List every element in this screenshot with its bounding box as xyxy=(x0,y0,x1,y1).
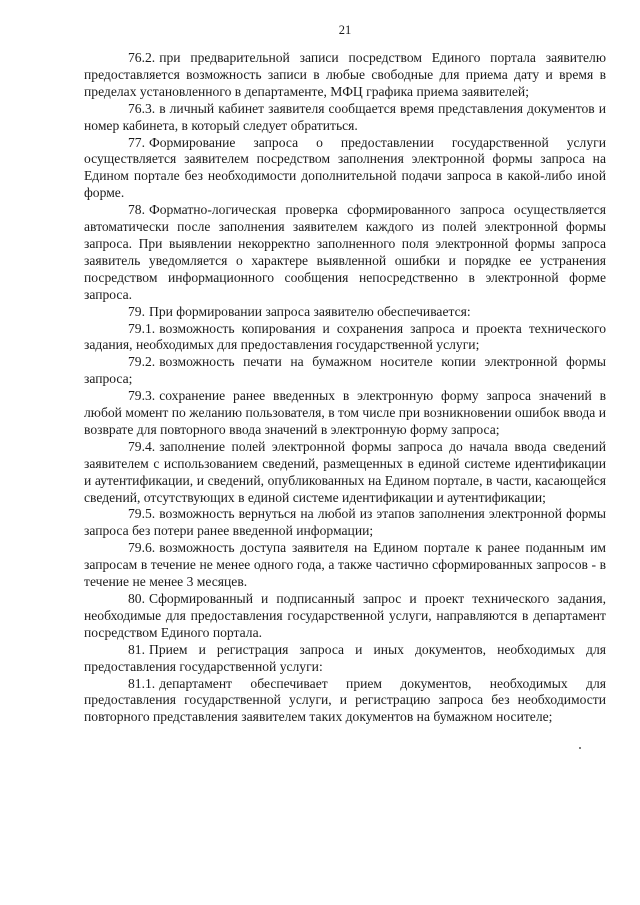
paragraph-77 xyxy=(84,135,606,203)
paragraph-number: 79.4. xyxy=(128,438,156,454)
document-page xyxy=(84,22,606,726)
paragraph-79-2 xyxy=(84,354,606,388)
paragraph-81 xyxy=(84,642,606,676)
scan-speck xyxy=(579,747,581,749)
paragraph-text: Сформированный и подписанный запрос и проект технического задания, необходимые для предоставления государственной услуги, направляются в департамент посредством Единого портала. xyxy=(84,591,606,640)
paragraph-number: 79.2. xyxy=(128,354,156,370)
paragraph-number: 77. xyxy=(128,134,145,150)
paragraph-79-3 xyxy=(84,388,606,439)
paragraph-79-1 xyxy=(84,321,606,355)
paragraph-number: 79.6. xyxy=(128,540,156,556)
paragraph-number: 79. xyxy=(128,303,145,319)
paragraph-text: возможность вернуться на любой из этапов заполнения электронной формы запроса без потери ранее введенной информации; xyxy=(84,506,606,539)
paragraph-78 xyxy=(84,202,606,303)
paragraph-text: возможность доступа заявителя на Едином портале к ранее поданным им запросам в течение не менее одного года, а также частично сформированных запросов - в течение не менее 3 месяцев. xyxy=(84,540,606,590)
paragraph-number: 78. xyxy=(128,202,145,218)
paragraph-text: Прием и регистрация запроса и иных документов, необходимых для предоставления государственной услуги: xyxy=(84,641,606,674)
paragraph-76-3 xyxy=(84,101,606,135)
paragraph-81-1 xyxy=(84,676,606,727)
paragraph-number: 76.2. xyxy=(128,50,156,65)
paragraph-number: 80. xyxy=(128,591,145,606)
paragraph-79-5 xyxy=(84,506,606,540)
paragraph-79-6 xyxy=(84,540,606,591)
paragraph-text: департамент обеспечивает прием документов, необходимых для предоставления государственной услуги, и регистрацию запроса без необходимости повторного представления заявителем таких документов на бумажном носителе; xyxy=(84,675,606,725)
paragraph-number: 79.1. xyxy=(128,320,156,336)
page-number: 21 xyxy=(338,23,352,37)
paragraph-number: 79.3. xyxy=(128,388,156,404)
paragraph-text: возможность копирования и сохранения запроса и проекта технического задания, необходимых для предоставления государственной услуги; xyxy=(84,320,606,353)
paragraph-text: При формировании запроса заявителю обеспечивается: xyxy=(149,303,471,319)
paragraph-text: заполнение полей электронной формы запроса до начала ввода сведений заявителем с использованием сведений, размещенных в единой системе идентификации и аутентификации, и сведений, опубликованных на Едином портале, в части, касающейся сведений, отсутствующих в единой системе идентификации и аутентификации; xyxy=(84,438,606,505)
paragraph-text: Форматно-логическая проверка сформированного запроса осуществляется автоматически после заполнения заявителем каждого из полей электронной формы запроса. При выявлении некорректно заполненного поля электронной формы запроса заявитель уведомляется о характере выявленной ошибки и порядке ее устранения посредством информационного сообщения непосредственно в электронной форме запроса. xyxy=(84,202,606,302)
paragraph-79 xyxy=(84,304,606,321)
paragraph-text: в личный кабинет заявителя сообщается время представления документов и номер кабинета, в который следует обратиться. xyxy=(84,100,606,133)
paragraph-80 xyxy=(84,591,606,642)
paragraph-number: 81. xyxy=(128,641,145,657)
paragraph-number: 76.3. xyxy=(128,100,156,116)
paragraph-79-4 xyxy=(84,439,606,507)
paragraph-text: при предварительной записи посредством Единого портала заявителю предоставляется возможность записи в любые свободные для приема дату и время в пределах установленного в департаменте, МФЦ графика приема заявителей; xyxy=(84,50,606,99)
paragraph-text: Формирование запроса о предоставлении государственной услуги осуществляется заявителем посредством заполнения электронной формы запроса на Едином портале без необходимости дополнительной подачи запроса в какой-либо иной форме. xyxy=(84,134,606,201)
paragraph-number: 81.1. xyxy=(128,675,156,691)
paragraph-number: 79.5. xyxy=(128,506,156,522)
paragraph-text: возможность печати на бумажном носителе копии электронной формы запроса; xyxy=(84,354,606,387)
paragraph-text: сохранение ранее введенных в электронную форму запроса значений в любой момент по желанию пользователя, в том числе при возникновении ошибок ввода и возврате для повторного ввода значений в электронную форму запроса; xyxy=(84,388,606,437)
paragraph-76-2 xyxy=(84,50,606,101)
